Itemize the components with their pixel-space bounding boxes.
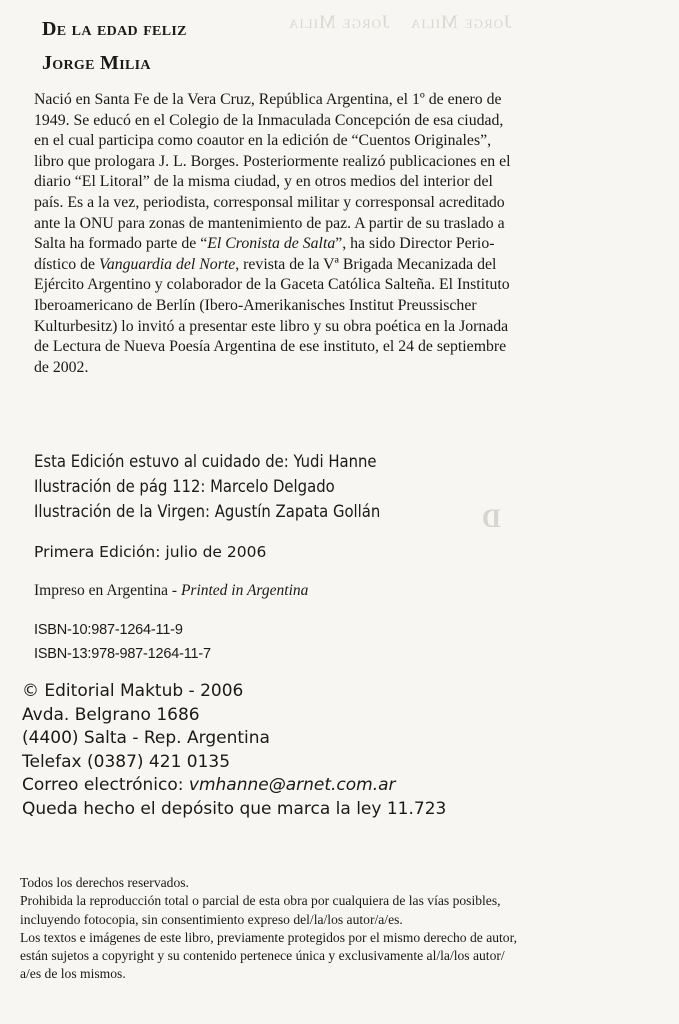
- bio-line: 1949. Se educó en el Colegio de la Inmaculada Concepción de esa ciudad,: [34, 111, 504, 129]
- edition-credits: [34, 449, 380, 524]
- bio-line: Ejército Argentino y colaborador de la Gaceta Católica Salteña. El Instituto: [34, 276, 510, 294]
- rights-line: Todos los derechos reservados.: [20, 875, 189, 890]
- italic-title: El Cronista de Salta: [207, 235, 336, 253]
- editor-credit: Esta Edición estuvo al cuidado de: Yudi Hanne: [34, 452, 377, 471]
- publisher-email-line: [22, 774, 446, 798]
- rights-line: están sujetos a copyright y su contenido pertenece única y exclusivamente al/la/los autor/: [20, 948, 505, 964]
- bio-line: Kulturbesitz) lo invitó a presentar este libro y su obra poética en la Jornada: [34, 317, 509, 335]
- rights-notice: [20, 874, 670, 984]
- rights-line: incluyendo fotocopia, sin consentimiento expreso del/la/los autor/a/es.: [20, 911, 403, 927]
- bio-line: país. Es a la vez, periodista, corresponsal militar y corresponsal acreditado: [34, 193, 505, 211]
- bio-line: Nació en Santa Fe de la Vera Cruz, República Argentina, el 1º de enero de: [34, 91, 502, 108]
- author-biography: [34, 90, 668, 378]
- bleed-through-ghost: Jorge Milia: [288, 12, 390, 33]
- bio-line: Iberoamericano de Berlín (Ibero-Amerikanisches Institut Preussischer: [34, 296, 477, 314]
- book-title: De la edad feliz: [42, 18, 187, 40]
- rights-line: Los textos e imágenes de este libro, previamente protegidos por el mismo derecho de autor,: [20, 929, 517, 945]
- bio-line: en el cual participa como coautor en la edición de “Cuentos Originales”,: [34, 132, 492, 150]
- bio-line: Salta ha formado parte de “El Cronista de Salta”, ha sido Director Perio-: [34, 235, 495, 253]
- printed-english: Printed in Argentina: [180, 582, 309, 599]
- email-label: Correo electrónico:: [22, 775, 189, 795]
- publisher-info: [22, 680, 446, 821]
- isbn-block: [34, 618, 211, 666]
- publisher-city: (4400) Salta - Rep. Argentina: [22, 728, 270, 748]
- publisher-telefax: Telefax (0387) 421 0135: [22, 751, 231, 772]
- italic-title: Vanguardia del Norte: [98, 255, 236, 273]
- bio-line: dístico de Vanguardia del Norte, revista de la Vª Brigada Mecanizada del: [34, 255, 497, 273]
- rights-line: a/es de los mismos.: [20, 966, 126, 982]
- rights-line: Prohibida la reproducción total o parcial de esta obra por cualquiera de las vías posibles,: [20, 893, 501, 909]
- first-edition-date: Primera Edición: julio de 2006: [34, 543, 267, 561]
- publisher-address: Avda. Belgrano 1686: [22, 704, 200, 725]
- bleed-through-ghost: D: [482, 504, 501, 533]
- printed-spanish: Impreso en Argentina -: [34, 582, 181, 599]
- bio-line: de 2002.: [34, 358, 89, 376]
- email-address[interactable]: vmhanne@arnet.com.ar: [188, 775, 396, 795]
- isbn-13: ISBN-13:978-987-1264-11-7: [34, 646, 211, 662]
- bio-line: diario “El Litoral” de la misma ciudad, y en otros medios del interior del: [34, 173, 493, 191]
- author-name: Jorge Milia: [42, 52, 151, 74]
- bio-line: ante la ONU para zonas de mantenimiento de paz. A partir de su traslado a: [34, 214, 505, 232]
- bleed-through-ghost: Jorge Milia: [410, 12, 512, 33]
- legal-deposit: Queda hecho el depósito que marca la ley 11.723: [22, 798, 447, 819]
- bio-line: libro que prologara J. L. Borges. Posteriormente realizó publicaciones en el: [34, 152, 511, 170]
- isbn-10: ISBN-10:987-1264-11-9: [34, 622, 183, 638]
- bio-line: de Lectura de Nueva Poesía Argentina de ese instituto, el 24 de septiembre: [34, 338, 507, 356]
- illustration-page-credit: Ilustración de pág 112: Marcelo Delgado: [34, 477, 335, 496]
- copyright-line: © Editorial Maktub - 2006: [22, 681, 244, 701]
- printed-in: [34, 582, 308, 600]
- illustration-virgin-credit: Ilustración de la Virgen: Agustín Zapata Gollán: [34, 502, 381, 521]
